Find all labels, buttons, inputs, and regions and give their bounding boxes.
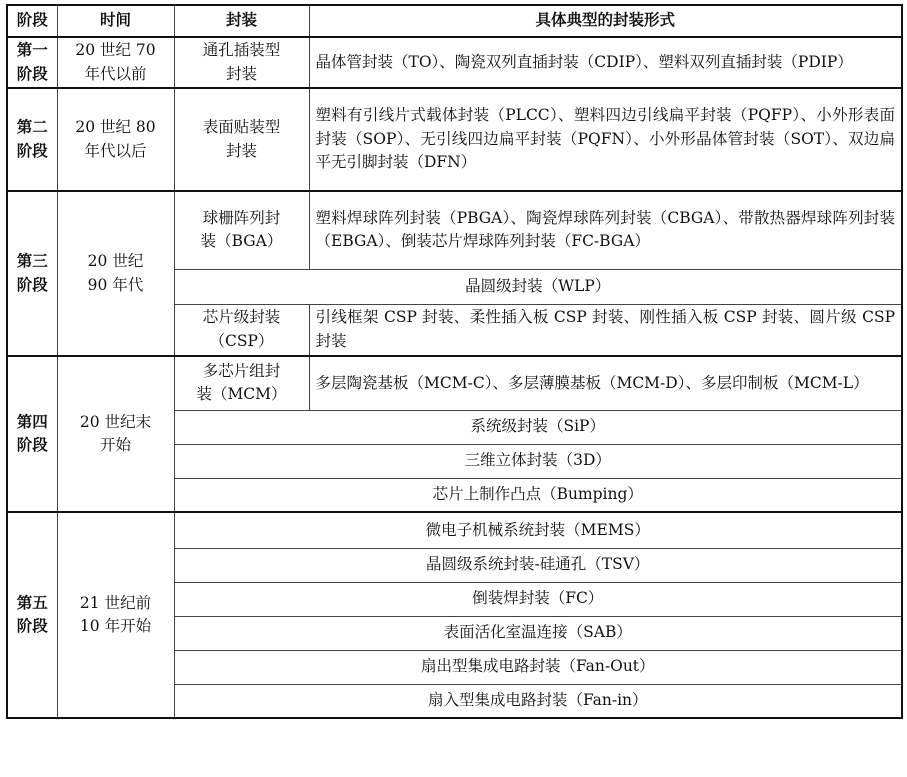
stage1-row xyxy=(7,37,902,88)
stage5-tsv: 晶圆级系统封装-硅通孔（TSV） xyxy=(174,548,902,582)
stage4-time-line2: 开始 xyxy=(99,436,131,454)
stage1-package-line2: 封装 xyxy=(225,64,257,83)
stage1-label-line2: 阶段 xyxy=(16,64,48,83)
stage4-mcm-row xyxy=(7,356,902,410)
stage4-label-line2: 阶段 xyxy=(16,436,48,454)
stage5-label xyxy=(7,512,57,718)
stage1-time-line2: 年代以前 xyxy=(84,64,147,83)
stage3-bga-forms: 塑料焊球阵列封装（PBGA）、陶瓷焊球阵列封装（CBGA）、带散热器焊球阵列封装（EBGA）、倒装芯片焊球阵列封装（FC-BGA） xyxy=(309,191,902,269)
stage2-package-line1: 表面贴装型 xyxy=(202,118,281,136)
stage4-mcm-package-line1: 多芯片组封 xyxy=(202,361,281,380)
stage2-time xyxy=(57,88,174,191)
stage5-time-line2: 10 年开始 xyxy=(79,617,152,635)
stage2-label-line2: 阶段 xyxy=(16,141,48,160)
stage2-time-line2: 年代以后 xyxy=(84,141,147,160)
stage3-time-line1: 20 世纪 xyxy=(87,252,144,270)
stage3-wlp: 晶圆级封装（WLP） xyxy=(174,269,902,304)
stage3-label-line2: 阶段 xyxy=(16,275,48,294)
header-forms: 具体典型的封装形式 xyxy=(309,5,902,37)
stage2-package-line2: 封装 xyxy=(225,141,257,160)
stage5-mems: 微电子机械系统封装（MEMS） xyxy=(174,512,902,548)
stage4-bumping: 芯片上制作凸点（Bumping） xyxy=(174,478,902,512)
stage3-label-line1: 第三 xyxy=(16,252,48,270)
stage3-csp-package-line1: 芯片级封装 xyxy=(202,308,281,327)
stage5-time xyxy=(57,512,174,718)
stage3-csp-package xyxy=(174,304,309,356)
stage3-label xyxy=(7,191,57,356)
stage4-mcm-forms: 多层陶瓷基板（MCM-C）、多层薄膜基板（MCM-D）、多层印制板（MCM-L） xyxy=(309,356,902,410)
stage1-label xyxy=(7,37,57,88)
stage5-time-line1: 21 世纪前 xyxy=(79,593,152,612)
stage3-bga-package-line2: 装（BGA） xyxy=(200,232,283,251)
stage4-label xyxy=(7,356,57,512)
stage2-package xyxy=(174,88,309,191)
packaging-stages-table xyxy=(6,4,903,719)
stage3-time xyxy=(57,191,174,356)
stage4-label-line1: 第四 xyxy=(16,412,48,431)
stage2-forms: 塑料有引线片式载体封装（PLCC）、塑料四边引线扁平封装（PQFP）、小外形表面封装（SOP）、无引线四边扁平封装（PQFN）、小外形晶体管封装（SOT）、双边扁平无引脚封装（DFN） xyxy=(309,88,902,191)
stage3-csp-forms: 引线框架 CSP 封装、柔性插入板 CSP 封装、刚性插入板 CSP 封装、圆片级 CSP 封装 xyxy=(309,304,902,356)
stage2-time-line1: 20 世纪 80 xyxy=(75,118,156,136)
stage4-time-line1: 20 世纪末 xyxy=(79,412,152,431)
stage1-time-line1: 20 世纪 70 xyxy=(75,41,156,59)
stage1-forms: 晶体管封装（TO）、陶瓷双列直插封装（CDIP）、塑料双列直插封装（PDIP） xyxy=(309,37,902,88)
stage1-package-line1: 通孔插装型 xyxy=(202,41,281,59)
stage3-bga-package xyxy=(174,191,309,269)
header-time: 时间 xyxy=(57,5,174,37)
stage1-package xyxy=(174,37,309,88)
header-package: 封装 xyxy=(174,5,309,37)
stage3-time-line2: 90 年代 xyxy=(87,275,144,294)
stage2-row xyxy=(7,88,902,191)
stage5-fanout: 扇出型集成电路封装（Fan-Out） xyxy=(174,650,902,684)
stage4-time xyxy=(57,356,174,512)
packaging-stages-table-frame xyxy=(6,4,903,719)
stage5-sab: 表面活化室温连接（SAB） xyxy=(174,616,902,650)
stage5-label-line1: 第五 xyxy=(16,593,48,612)
stage4-sip: 系统级封装（SiP） xyxy=(174,410,902,444)
stage5-fc: 倒装焊封装（FC） xyxy=(174,582,902,616)
stage5-fanin: 扇入型集成电路封装（Fan-in） xyxy=(174,684,902,718)
stage2-label-line1: 第二 xyxy=(16,118,48,136)
stage4-3d: 三维立体封装（3D） xyxy=(174,444,902,478)
stage2-label xyxy=(7,88,57,191)
stage3-bga-package-line1: 球栅阵列封 xyxy=(202,208,281,227)
stage5-label-line2: 阶段 xyxy=(16,617,48,635)
header-stage: 阶段 xyxy=(7,5,57,37)
header-row xyxy=(7,5,902,37)
stage4-mcm-package-line2: 装（MCM） xyxy=(196,385,287,404)
stage3-bga-row xyxy=(7,191,902,269)
stage1-label-line1: 第一 xyxy=(16,41,48,59)
stage5-mems-row xyxy=(7,512,902,548)
stage4-mcm-package xyxy=(174,356,309,410)
stage1-time xyxy=(57,37,174,88)
stage3-csp-package-line2: （CSP） xyxy=(209,331,274,350)
